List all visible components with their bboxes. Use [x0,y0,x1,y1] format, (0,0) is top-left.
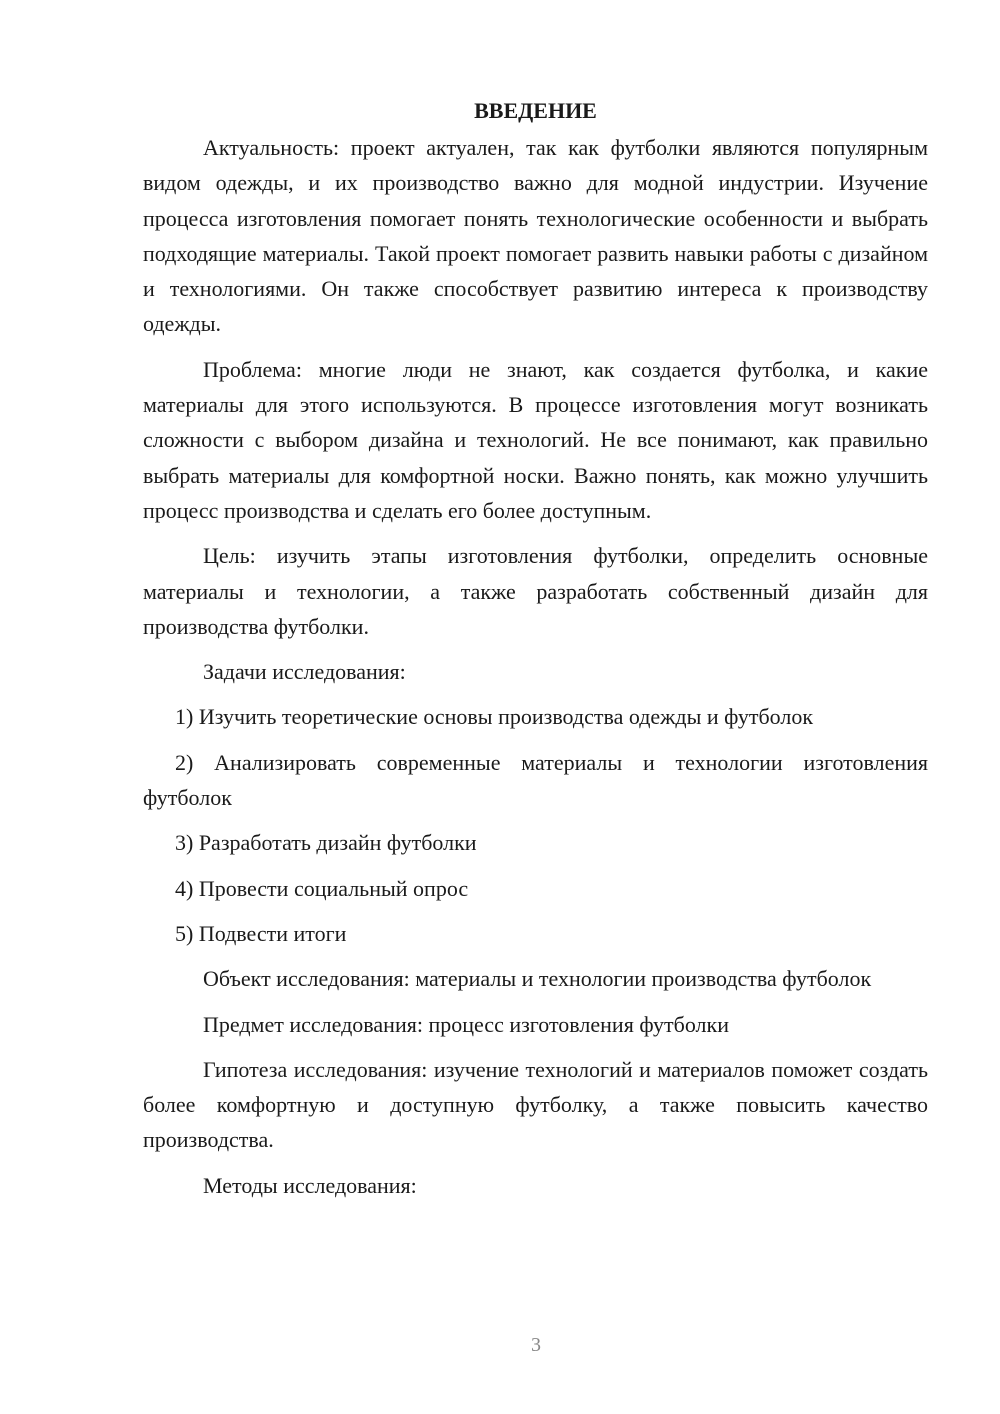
task-item-1: 1) Изучить теоретические основы производства одежды и футболок [175,704,814,730]
task-item-5: 5) Подвести итоги [175,920,347,946]
tasks-heading: Задачи исследования: [203,659,406,685]
document-page [143,96,928,1213]
object-paragraph: Объект исследования: материалы и технологии производства футболок [203,966,872,992]
task-item-2: 2) Анализировать современные материалы и технологии изготовления футболок [143,749,928,811]
task-item-4: 4) Провести социальный опрос [175,875,469,901]
page-title: ВВЕДЕНИЕ [474,98,597,123]
page-number: 3 [531,1334,541,1356]
subject-paragraph: Предмет исследования: процесс изготовления футболки [203,1011,729,1037]
problem-paragraph: Проблема: многие люди не знают, как создается футболка, и какие материалы для этого используются. В процессе изготовления могут возникать сложности с выбором дизайна и технологий. Не все понимают, как правильно выбрать материалы для комфортной носки. Важно понять, как можно улучшить процесс производства и сделать его более доступным. [143,356,928,523]
task-item-3: 3) Разработать дизайн футболки [175,830,477,856]
relevance-paragraph: Актуальность: проект актуален, так как футболки являются популярным видом одежды, и их производство важно для модной индустрии. Изучение процесса изготовления помогает понять технологические особенности и выбрать подходящие материалы. Такой проект помогает развить навыки работы с дизайном и технологиями. Он также способствует развитию интереса к производству одежды. [143,135,928,337]
methods-paragraph: Методы исследования: [203,1172,417,1198]
hypothesis-paragraph: Гипотеза исследования: изучение технологий и материалов поможет создать более комфортную и доступную футболку, а также повысить качество производства. [143,1056,928,1153]
goal-paragraph: Цель: изучить этапы изготовления футболки, определить основные материалы и технологии, а также разработать собственный дизайн для производства футболки. [143,543,928,639]
